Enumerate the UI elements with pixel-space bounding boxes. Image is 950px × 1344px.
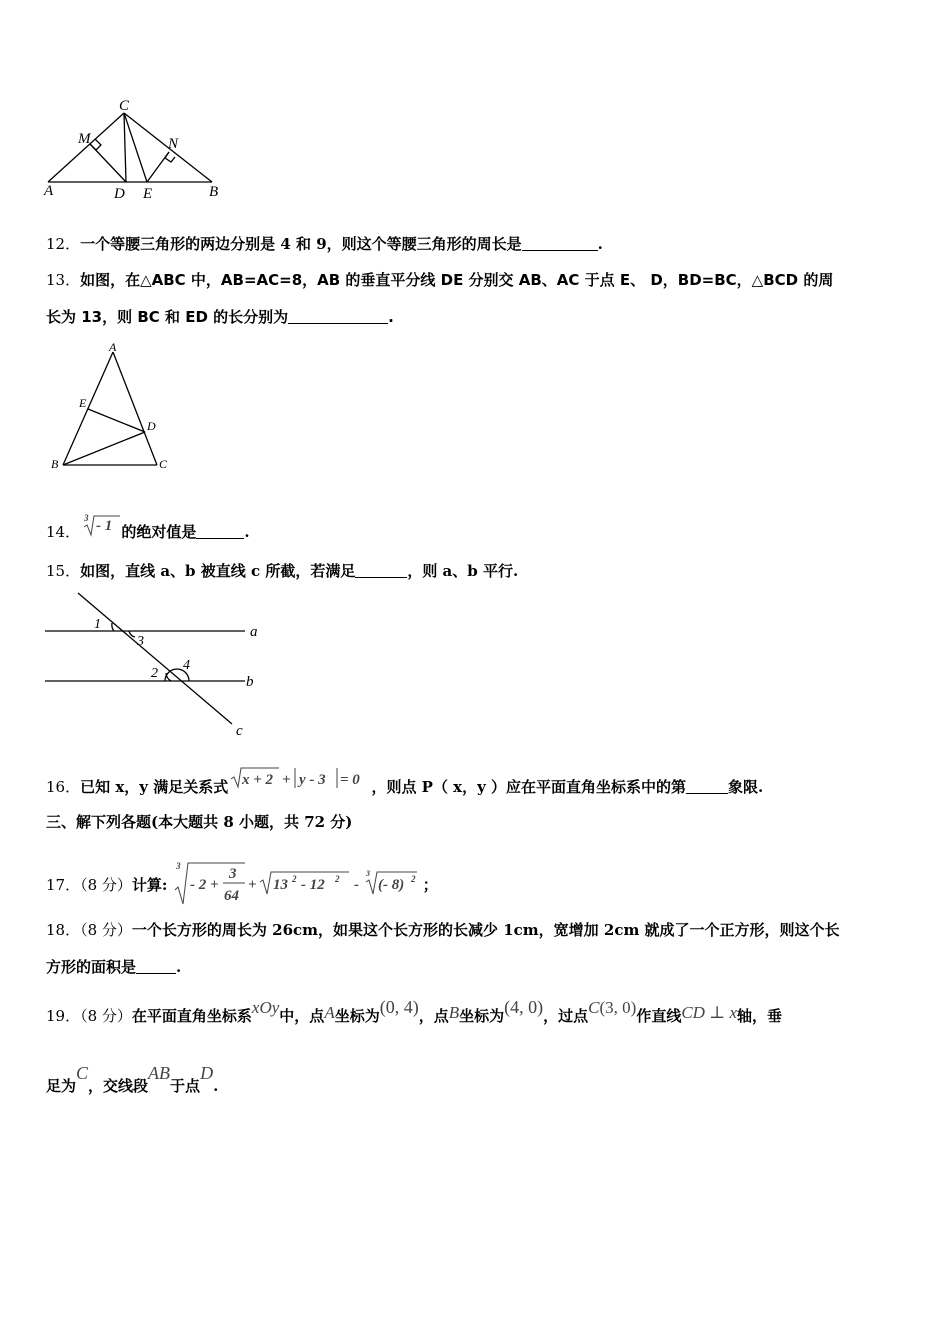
svg-text:3: 3 [175, 861, 181, 871]
calculation-expression [173, 860, 423, 908]
svg-text:64: 64 [223, 888, 239, 904]
answer-blank[interactable] [288, 309, 388, 324]
line-label-c: c [236, 723, 243, 739]
question-number: 15． [46, 562, 81, 580]
angle-label-2: 2 [151, 666, 158, 681]
question-number: 14． [46, 523, 81, 541]
figure-parallel-lines [40, 585, 280, 740]
answer-blank[interactable] [355, 563, 407, 578]
label-b: B [51, 457, 59, 471]
answer-blank[interactable] [136, 959, 176, 974]
question-13-line1: 13．如图，在△ABC 中，AB=AC=8，AB 的垂直平分线 DE 分别交 AB、AC 于点 E、 D，BD=BC，△BCD 的周 [46, 271, 834, 289]
svg-text:x + 2: x + 2 [242, 772, 274, 788]
svg-text:13: 13 [272, 877, 288, 893]
question-number: 18． [46, 921, 81, 939]
label-d: D [147, 419, 156, 433]
svg-text:= 0: = 0 [340, 772, 361, 788]
question-19-line2: 足为C，交线段AB于点D. [46, 1063, 219, 1095]
question-points: （8 分） [80, 876, 132, 894]
question-18-line2: 方形的面积是 . [46, 958, 182, 976]
question-18-line1: 18．（8 分）一个长方形的周长为 26cm，如果这个长方形的长减少 1cm，宽增加 2cm 就成了一个正方形，则这个长 [46, 921, 840, 939]
svg-text:- 2 +: - 2 + [189, 877, 219, 893]
question-15: 15．如图，直线 a、b 被直线 c 所截，若满足 ，则 a、b 平行. [46, 562, 519, 580]
question-19-line1: 19．（8 分）在平面直角坐标系xOy中，点A坐标为(0, 4)，点B坐标为(4, 0)，过点C(3, 0)作直线CD ⊥ x轴，垂 [46, 997, 783, 1025]
svg-text:(- 8): (- 8) [377, 877, 404, 893]
answer-blank[interactable] [196, 524, 244, 539]
question-17: 17．（8 分）计算: 3 - 2 + 3 64 + 13 2 - 12 2 - 3 (- 8) 2 ； [46, 860, 438, 908]
svg-text:- 12: - 12 [300, 877, 325, 893]
question-points: （8 分） [80, 921, 132, 939]
question-number: 16． [46, 778, 81, 796]
answer-blank[interactable] [522, 236, 598, 251]
label-a: A [44, 183, 54, 199]
angle-label-1: 1 [94, 617, 101, 632]
question-14: 14． 3 - 1 的绝对值是 . [46, 513, 250, 541]
label-e: E [79, 396, 87, 410]
label-c: C [119, 98, 130, 114]
label-n: N [168, 136, 179, 152]
answer-blank[interactable] [686, 779, 728, 794]
label-d: D [114, 186, 125, 202]
svg-text:3: 3 [228, 866, 237, 882]
figure-triangle-abc [45, 340, 185, 475]
cube-root-expression [81, 513, 121, 539]
svg-text:+: + [282, 772, 291, 788]
svg-text:3: 3 [84, 513, 89, 523]
equation-expression [229, 764, 371, 794]
section-title: 三、解下列各题(本大题共 8 小题，共 72 分) [46, 813, 353, 831]
angle-label-4: 4 [183, 658, 190, 673]
line-label-b: b [246, 674, 254, 690]
svg-text:+: + [247, 877, 257, 893]
line-label-a: a [250, 624, 258, 640]
svg-text:-: - [353, 877, 359, 893]
question-16: 16．已知 x，y 满足关系式 x + 2 + y - 3 = 0 ，则点 P（ x，y ）应在平面直角坐标系中的第 象限. [46, 764, 763, 797]
question-number: 13． [46, 271, 81, 289]
label-b: B [209, 184, 219, 200]
angle-label-3: 3 [137, 634, 144, 649]
question-points: （8 分） [80, 1007, 132, 1025]
question-number: 12． [46, 235, 81, 253]
svg-text:3: 3 [365, 869, 370, 878]
question-12: 12．一个等腰三角形的两边分别是 4 和 9，则这个等腰三角形的周长是 . [46, 235, 603, 253]
svg-text:y - 3: y - 3 [299, 772, 327, 788]
svg-text:2: 2 [334, 874, 340, 884]
question-number: 17． [46, 876, 81, 894]
question-number: 19． [46, 1007, 81, 1025]
figure-triangle-mn [40, 95, 230, 205]
svg-text:2: 2 [410, 874, 416, 884]
svg-text:- 1: - 1 [96, 518, 113, 534]
label-c: C [159, 457, 168, 471]
svg-text:2: 2 [291, 874, 297, 884]
question-13-line2: 长为 13，则 BC 和 ED 的长分别为 . [46, 308, 394, 326]
label-m: M [78, 131, 91, 147]
label-e: E [143, 186, 153, 202]
label-a: A [109, 340, 117, 354]
